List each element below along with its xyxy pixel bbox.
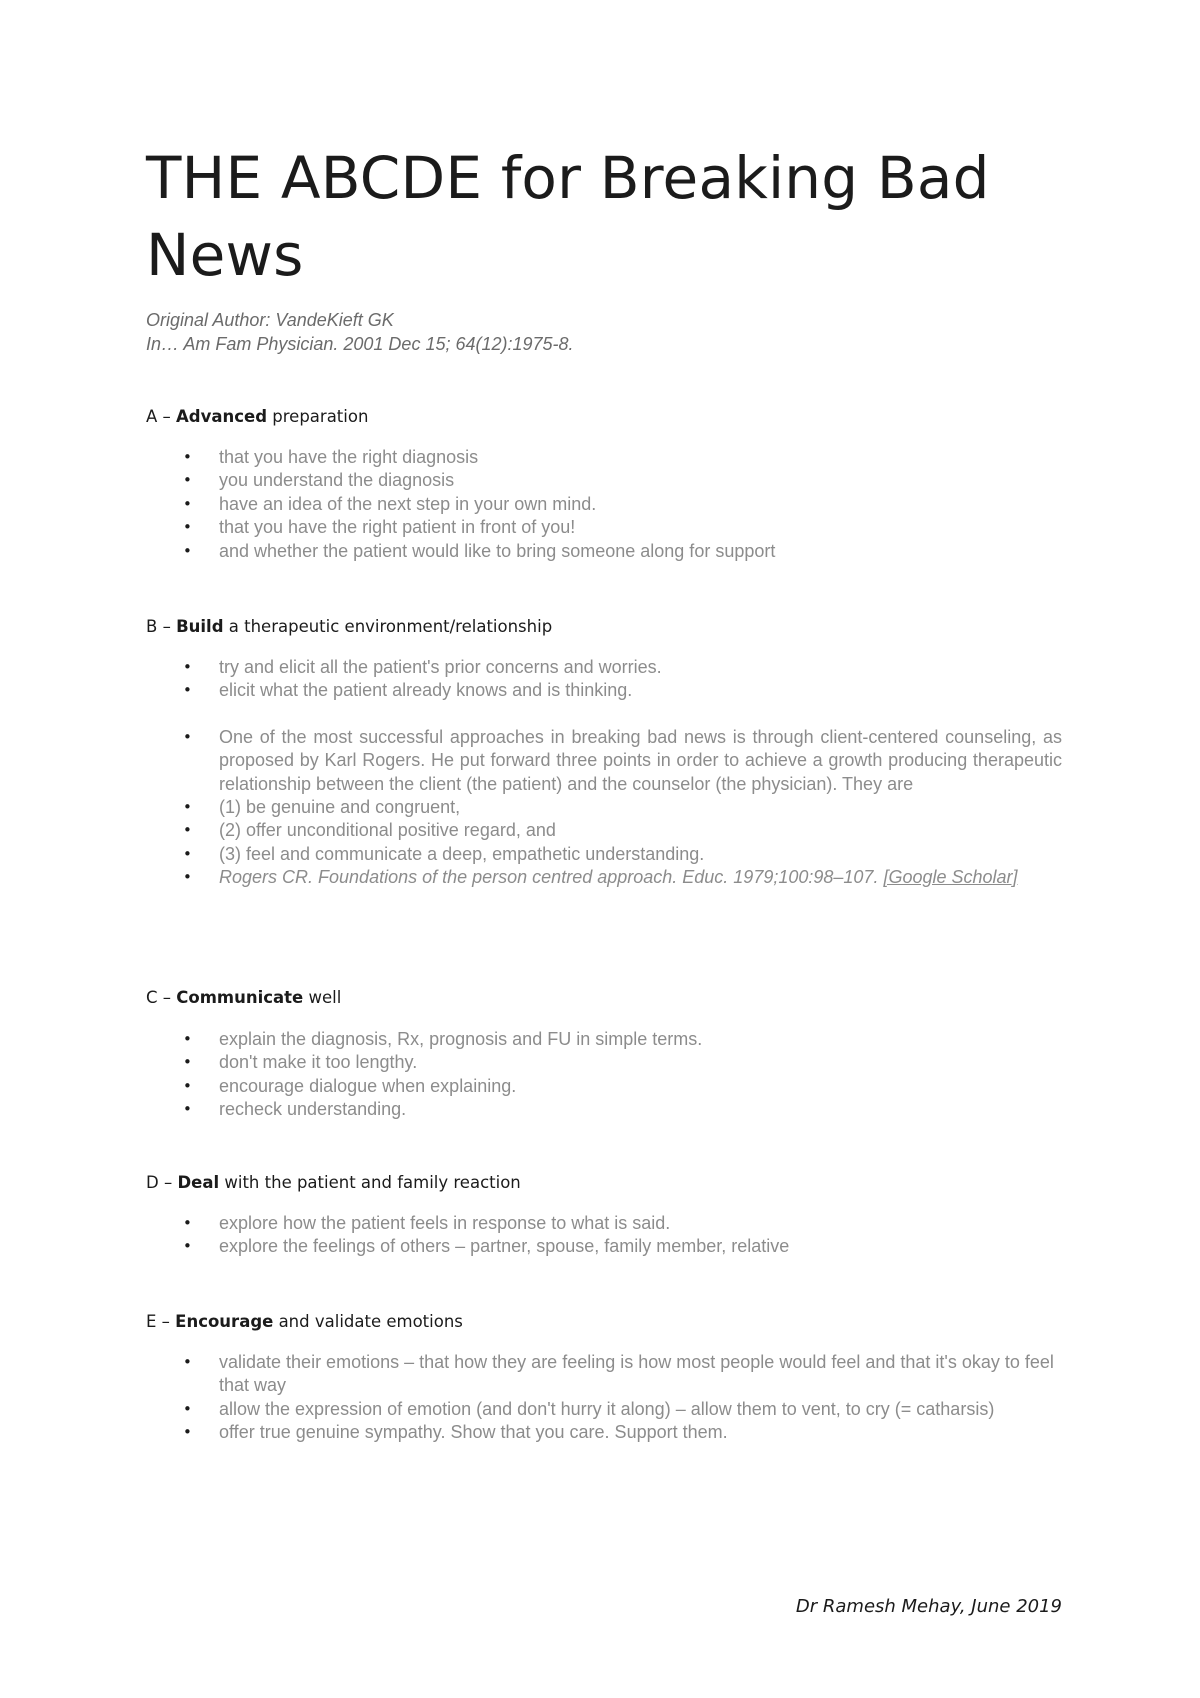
section-c-rest: well [303,988,342,1007]
bullet-icon: • [183,1076,192,1095]
google-scholar-link[interactable]: [Google Scholar] [883,867,1018,888]
section-c-list [146,1028,1062,1122]
list-item [146,656,1062,679]
bullet-icon: • [183,658,192,676]
section-a [146,406,1062,563]
list-item-text: recheck understanding. [219,1099,407,1120]
section-d-prefix: D – [146,1173,178,1192]
list-item-text: elicit what the patient already knows and is thinking. [219,680,633,701]
list-item [146,493,1062,516]
list-item [146,516,1062,539]
section-b-keyword: Build [176,617,224,636]
section-d-keyword: Deal [177,1173,220,1192]
section-c-keyword: Communicate [176,988,304,1007]
list-item-text: allow the expression of emotion (and don't hurry it along) – allow them to vent, to cry (= catharsis) [219,1398,995,1419]
bullet-icon: • [183,1214,192,1232]
bullet-icon: • [183,1100,192,1119]
bullet-icon: • [183,471,192,490]
list-item [146,1212,1062,1235]
list-item [146,796,1062,819]
list-item [146,843,1062,866]
section-d [146,1172,1062,1259]
list-item [146,1235,1062,1258]
list-item-text: you understand the diagnosis [219,470,455,491]
list-item-text: try and elicit all the patient's prior concerns and worries. [219,657,662,677]
list-item [146,1351,1062,1398]
section-c [146,987,1062,1122]
section-c-prefix: C – [146,988,177,1007]
section-b-heading [146,616,1062,638]
list-item-text: offer true genuine sympathy. Show that you care. Support them. [219,1422,728,1443]
bullet-icon: • [183,844,192,863]
reference-text: Rogers CR. Foundations of the person centred approach. Educ. 1979;100:98–107. [219,867,884,888]
bullet-icon: • [183,1237,192,1256]
bullet-icon: • [183,1423,192,1442]
list-item [146,446,1062,469]
section-d-heading [146,1172,1062,1194]
list-item-text: that you have the right patient in front of you! [219,517,576,538]
bullet-icon: • [183,1053,192,1072]
section-e-heading [146,1311,1062,1333]
list-item-text: (1) be genuine and congruent, [219,797,461,818]
bullet-icon: • [183,541,192,560]
author-line: Original Author: VandeKieft GK [146,310,394,330]
section-e-list [146,1351,1062,1445]
document-title: THE ABCDE for Breaking Bad News [146,144,990,289]
list-item [146,819,1062,842]
section-d-list [146,1212,1062,1259]
list-item [146,1398,1062,1421]
bullet-icon: • [183,798,192,817]
list-item-text: don't make it too lengthy. [219,1052,418,1073]
bullet-icon: • [183,868,192,887]
section-b-prefix: B – [146,617,177,636]
list-item-text: encourage dialogue when explaining. [219,1075,517,1096]
section-a-keyword: Advanced [176,407,268,426]
bullet-icon: • [183,1353,192,1371]
section-a-prefix: A – [146,407,177,426]
bullet-icon: • [183,821,192,840]
list-item [146,1098,1062,1121]
bullet-icon: • [183,448,192,466]
bullet-icon: • [183,727,192,746]
list-item-text: explain the diagnosis, Rx, prognosis and FU in simple terms. [219,1029,703,1049]
list-item-text: One of the most successful approaches in breaking bad news is through client-centered counseling, as proposed by Karl Rogers. He put forward three points in order to achieve a growth producing therapeutic relationship between the client (the patient) and the counselor (the physician). They are [219,726,1062,794]
list-item [146,726,1062,796]
section-e [146,1311,1062,1445]
document-page [146,0,1062,1698]
list-item [146,540,1062,563]
list-item [146,1075,1062,1098]
list-item-text: that you have the right diagnosis [219,447,479,467]
section-c-heading [146,987,1062,1009]
list-item [146,1028,1062,1051]
list-item [146,1421,1062,1444]
list-item-text: have an idea of the next step in your own mind. [219,493,597,514]
section-e-prefix: E – [146,1312,176,1331]
section-d-rest: with the patient and family reaction [219,1173,521,1192]
bullet-icon: • [183,681,192,700]
source-info [146,308,1062,356]
list-item-text: explore how the patient feels in response to what is said. [219,1213,671,1233]
bullet-icon: • [183,494,192,513]
section-b-list [146,656,1062,890]
list-item-text: validate their emotions – that how they are feeling is how most people would feel and that it's okay to feel that way [219,1352,1054,1396]
bullet-icon: • [183,518,192,537]
list-item-text: (3) feel and communicate a deep, empathetic understanding. [219,843,705,864]
list-item [146,469,1062,492]
section-b-rest: a therapeutic environment/relationship [223,617,553,636]
list-item [146,1051,1062,1074]
section-a-heading [146,406,1062,428]
list-item-text: explore the feelings of others – partner, spouse, family member, relative [219,1236,790,1257]
section-a-list [146,446,1062,563]
section-e-rest: and validate emotions [273,1312,463,1331]
list-item-text: (2) offer unconditional positive regard, and [219,820,556,841]
section-a-rest: preparation [267,407,369,426]
author-signature: Dr Ramesh Mehay, June 2019 [795,1596,1062,1617]
list-item [146,679,1062,702]
list-item-text: and whether the patient would like to bring someone along for support [219,540,776,561]
reference-item [146,866,1062,889]
bullet-icon: • [183,1399,192,1418]
bullet-icon: • [183,1030,192,1048]
section-b [146,616,1062,890]
citation-line: In… Am Fam Physician. 2001 Dec 15; 64(12):1975-8. [146,334,574,354]
section-e-keyword: Encourage [175,1312,274,1331]
